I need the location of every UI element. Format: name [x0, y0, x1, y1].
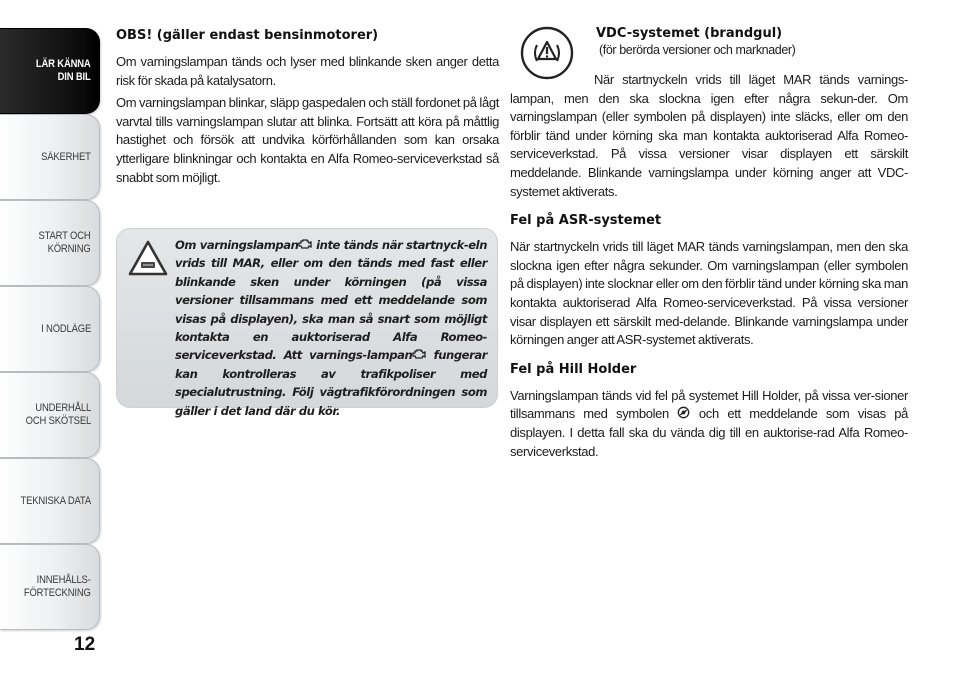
warning-box [116, 228, 498, 418]
hill-holder-symbol-icon [677, 406, 690, 419]
warning-text-part2: inte tänds när startnyck-eln vrids till MAR, eller om den tänds med fast eller blinkande sken under körningen (på vissa versioner tillsammans med ett meddelande som visas på displayen), ska man så snart som möjligt kontakta en auktoriserad Alfa Romeo-serviceverkstad. Att varnings-lampan [175, 238, 487, 363]
hill-holder-heading: Fel på Hill Holder [510, 361, 637, 377]
tab-innehallsforteckning[interactable] [0, 544, 100, 630]
warning-text-part3: fungerar kan kontrolleras av trafikpoliser med specialutrustning. Följ vägtrafikförordningen som gäller i det land där du kör. [175, 348, 487, 418]
obs-paragraph-2: Om varningslampan blinkar, släpp gaspedalen och ställ fordonet på lågt varvtal tills varningslampan slutar att blinka. Fortsätt att köra på måttlig hastighet och försök att undvika körförhållanden som kan orsaka ytterligare blinkningar och kontakta en Alfa Romeo-serviceverkstad så snabbt som möjligt. [116, 95, 499, 185]
tab-label: I NÖDLÄGE [41, 322, 91, 335]
warning-text-part1: Om varningslampan [175, 238, 299, 252]
right-column [510, 71, 908, 465]
tab-i-nodlage[interactable] [0, 286, 100, 372]
hill-holder-text-1: Varningslampan tänds vid fel på systemet Hill Holder, på vissa ver-sioner tillsammans med symbolen [510, 387, 908, 422]
tab-start-och-korning[interactable] [0, 200, 100, 286]
asr-paragraph: När startnyckeln vrids till läget MAR tänds varningslampan, men den ska slockna igen efter några sekunder. Om varningslampan (eller symbolen på displayen) inte slocknar eller om den förblir tänd under körning ska man kontakta auktoriserad Alfa Romeo-serviceverkstad. På vissa versioner visar displayen ett särskilt med-delande. Blinkande varningslampa under körningen anger att ASR-systemet aktiverats. [510, 239, 908, 348]
tab-label: LÄR KÄNNA DIN BIL [36, 58, 91, 83]
tab-label: TEKNISKA DATA [20, 494, 91, 507]
obs-paragraph-1: Om varningslampan tänds och lyser med blinkande sken anger detta risk för skada på katalysatorn. [116, 54, 499, 88]
hill-holder-text-2: och ett meddelande som visas på displayen. I detta fall ska du vända dig till en auktorise-rad Alfa Romeo-serviceverkstad. [510, 406, 908, 459]
left-column [116, 22, 499, 191]
tab-label: INNEHÅLLS- FÖRTECKNING [24, 574, 91, 599]
warning-text [119, 236, 487, 420]
vdc-subtitle: (för berörda versioner och marknader) [599, 43, 796, 57]
tab-sakerhet[interactable] [0, 114, 100, 200]
tab-label: UNDERHÅLL OCH SKÖTSEL [25, 402, 91, 427]
asr-heading: Fel på ASR-systemet [510, 213, 662, 229]
tab-tekniska-data[interactable] [0, 458, 100, 544]
engine-warning-icon [298, 238, 312, 250]
page-number: 12 [74, 634, 96, 655]
vdc-paragraph: När startnyckeln vrids till läget MAR tänds varnings-lampan, men den ska slockna igen efter några sekun-der. Om varningslampan (eller symbolen på displayen) inte släcks, eller om den förblir tänd under körning ska man kontakta auktoriserad Alfa Romeo-serviceverkstad. På vissa versioner visar displayen ett särskilt meddelande. Blinkande varningslampa under körning anger att VDC-systemet aktiverats. [510, 72, 908, 199]
tab-label: SÄKERHET [41, 150, 91, 163]
tab-lar-kanna-din-bil[interactable] [0, 28, 100, 114]
vdc-title: VDC-systemet (brandgul) [596, 26, 783, 41]
tab-label: START OCH KÖRNING [38, 230, 91, 255]
engine-warning-icon [412, 348, 426, 360]
hill-holder-paragraph [510, 387, 908, 461]
vdc-header [596, 26, 908, 57]
tab-underhall-och-skotsel[interactable] [0, 372, 100, 458]
obs-heading: OBS! (gäller endast bensinmotorer) [116, 28, 379, 43]
